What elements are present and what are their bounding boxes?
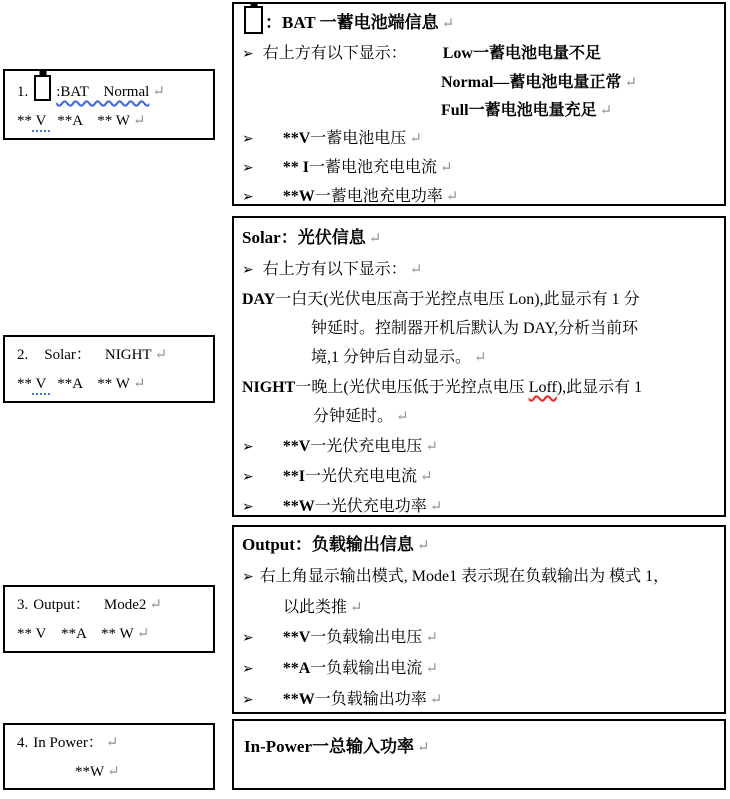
bat-low-text: Low一蓄电池电量不足 (442, 45, 601, 62)
solar-night-line1 (242, 373, 716, 402)
output-title-line (242, 529, 716, 562)
solar-values-v: V (32, 376, 50, 395)
bat-screen-line2 (17, 107, 213, 136)
night-key: NIGHT (242, 379, 296, 396)
bat-item-power (242, 183, 716, 212)
return-mark-icon: ↵ (416, 538, 430, 554)
solar-title-line (242, 222, 716, 255)
output-title-en: Output： (242, 535, 312, 554)
item-number: 1. (17, 84, 29, 100)
inpower-screen-line2 (17, 758, 213, 787)
return-mark-icon: ↵ (132, 113, 146, 129)
item-text: 一光伏充电功率 (314, 498, 427, 515)
arrowhead-bullet-icon: ➢ (242, 190, 254, 205)
mode-text2: 以此类推 (283, 599, 348, 616)
output-item-current (242, 654, 716, 685)
return-mark-icon: ↵ (419, 469, 433, 485)
item-number: 3. (17, 597, 29, 613)
arrowhead-bullet-icon: ➢ (242, 47, 254, 62)
solar-description-box (232, 216, 726, 517)
solar-display-line (242, 255, 716, 285)
arrowhead-bullet-icon: ➢ (242, 631, 254, 646)
return-mark-icon: ↵ (624, 75, 638, 91)
lcd-screen-box-bat (3, 69, 215, 140)
solar-screen-label: Solar： (44, 347, 91, 363)
bat-full-line (242, 97, 716, 125)
lcd-screen-box-solar (3, 335, 215, 403)
lcd-screen-box-output (3, 585, 215, 653)
solar-item-current (242, 462, 716, 492)
solar-screen-line1 (17, 341, 213, 370)
output-screen-value: Mode2 (103, 597, 147, 613)
item-key: **V (282, 438, 311, 455)
return-mark-icon: ↵ (152, 84, 165, 100)
arrowhead-bullet-icon: ➢ (242, 440, 254, 455)
return-mark-icon: ↵ (425, 630, 438, 646)
item-key: ** I (282, 159, 309, 176)
day-text2: 钟延时。控制器开机后默认为 DAY,分析当前环 (311, 320, 639, 337)
arrowhead-bullet-icon: ➢ (242, 662, 254, 677)
output-screen-line2 (17, 620, 213, 649)
item-text: 一负载输出功率 (314, 691, 427, 708)
item-key: **W (282, 498, 315, 515)
solar-values-pre: ** (17, 376, 32, 392)
inpower-description-box (232, 719, 726, 790)
solar-title-cn: 光伏信息 (297, 228, 366, 247)
bat-values-rest: **A ** W (49, 113, 130, 129)
return-mark-icon: ↵ (149, 597, 162, 613)
arrowhead-bullet-icon: ➢ (242, 693, 254, 708)
inpower-values: **W (75, 764, 105, 780)
bat-title: BAT 一蓄电池端信息 (282, 13, 439, 32)
bat-values-pre: ** (17, 113, 32, 129)
output-mode-line1 (242, 562, 716, 593)
night-text-pre: 一晚上(光伏电压低于光控点电压 (295, 379, 529, 396)
item-key: **V (282, 629, 311, 646)
item-number: 2. (17, 347, 29, 363)
bat-normal-line (242, 69, 716, 97)
item-key: **W (282, 188, 315, 205)
item-key: **W (282, 691, 315, 708)
arrowhead-bullet-icon: ➢ (242, 470, 254, 485)
output-item-power (242, 685, 716, 716)
return-mark-icon: ↵ (107, 764, 120, 780)
bat-display-line (242, 40, 716, 69)
return-mark-icon: ↵ (396, 409, 409, 425)
inpower-title: In-Power一总输入功率 (244, 737, 414, 756)
solar-values-rest: **A ** W (49, 376, 130, 392)
solar-item-power (242, 492, 716, 522)
return-mark-icon: ↵ (429, 499, 443, 515)
bat-normal-text: Normal—蓄电池电量正常 (441, 74, 622, 91)
day-text1: 一白天(光伏电压高于光控点电压 Lon),此显示有 1 分 (275, 291, 640, 308)
output-item-voltage (242, 623, 716, 654)
item-text: 一蓄电池充电电流 (308, 159, 437, 176)
return-mark-icon: ↵ (445, 189, 459, 205)
arrowhead-bullet-icon: ➢ (242, 263, 254, 278)
arrowhead-bullet-icon: ➢ (242, 500, 254, 515)
bat-item-current (242, 154, 716, 183)
night-text-post: ),此显示有 1 (556, 379, 643, 396)
solar-day-line2 (242, 314, 716, 343)
item-key: **V (282, 130, 311, 147)
return-mark-icon: ↵ (409, 131, 422, 147)
arrowhead-bullet-icon: ➢ (242, 570, 254, 585)
bat-item-voltage (242, 125, 716, 154)
bat-description-box (232, 2, 726, 206)
output-description-box (232, 525, 726, 714)
mode-text1: 右上角显示输出模式, Mode1 表示现在负载输出为 模式 1， (259, 568, 670, 585)
arrowhead-bullet-icon: ➢ (242, 161, 254, 176)
bat-full-text: Full一蓄电池电量充足 (441, 102, 597, 119)
solar-title-en: Solar： (242, 228, 298, 247)
solar-day-line1 (242, 285, 716, 314)
return-mark-icon: ↵ (441, 16, 455, 32)
return-mark-icon: ↵ (599, 103, 613, 119)
return-mark-icon: ↵ (409, 262, 423, 278)
item-text: 一光伏充电电流 (304, 468, 417, 485)
inpower-screen-label: In Power： (33, 735, 103, 751)
bat-screen-line1 (17, 75, 213, 107)
battery-icon (244, 6, 263, 34)
lcd-screen-box-inpower (3, 723, 215, 790)
return-mark-icon: ↵ (425, 439, 438, 455)
return-mark-icon: ↵ (350, 600, 363, 616)
output-screen-line1 (17, 591, 213, 620)
item-text: 一负载输出电压 (310, 629, 423, 646)
solar-display-label: 右上方有以下显示： (262, 261, 407, 278)
solar-item-voltage (242, 432, 716, 462)
return-mark-icon: ↵ (132, 376, 146, 392)
bat-screen-title: :BAT Normal (56, 84, 150, 100)
battery-icon (34, 75, 51, 101)
inpower-title-line (244, 731, 716, 764)
night-loff-term: Loff (528, 379, 557, 396)
output-title-cn: 负载输出信息 (311, 535, 414, 554)
output-values: ** V **A ** W (17, 626, 134, 642)
item-text: 一负载输出电流 (310, 660, 423, 677)
item-text: 一蓄电池电压 (310, 130, 407, 147)
return-mark-icon: ↵ (136, 626, 150, 642)
return-mark-icon: ↵ (474, 350, 487, 366)
solar-night-line2 (242, 402, 716, 432)
output-screen-label: Output： (33, 597, 90, 613)
day-key: DAY (242, 291, 276, 308)
return-mark-icon: ↵ (429, 692, 443, 708)
return-mark-icon: ↵ (368, 231, 382, 247)
return-mark-icon: ↵ (425, 661, 438, 677)
solar-screen-value: NIGHT (104, 347, 152, 363)
item-key: **I (282, 468, 305, 485)
return-mark-icon: ↵ (416, 740, 430, 756)
return-mark-icon: ↵ (439, 160, 453, 176)
item-key: **A (282, 660, 311, 677)
solar-day-line3 (242, 343, 716, 373)
output-mode-line2 (242, 593, 716, 623)
solar-screen-line2 (17, 370, 213, 399)
inpower-screen-line1 (17, 729, 213, 758)
return-mark-icon: ↵ (154, 347, 168, 363)
day-text3: 境,1 分钟后自动显示。 (311, 349, 472, 366)
bat-values-v: V (32, 113, 50, 132)
item-text: 一蓄电池充电功率 (314, 188, 443, 205)
night-text2: 分钟延时。 (313, 408, 394, 425)
item-text: 一光伏充电电压 (310, 438, 423, 455)
arrowhead-bullet-icon: ➢ (242, 132, 254, 147)
bat-title-colon: ： (265, 13, 282, 32)
bat-title-line (242, 6, 716, 40)
return-mark-icon: ↵ (105, 735, 119, 751)
bat-display-label: 右上方有以下显示： (262, 45, 407, 62)
item-number: 4. (17, 735, 29, 751)
